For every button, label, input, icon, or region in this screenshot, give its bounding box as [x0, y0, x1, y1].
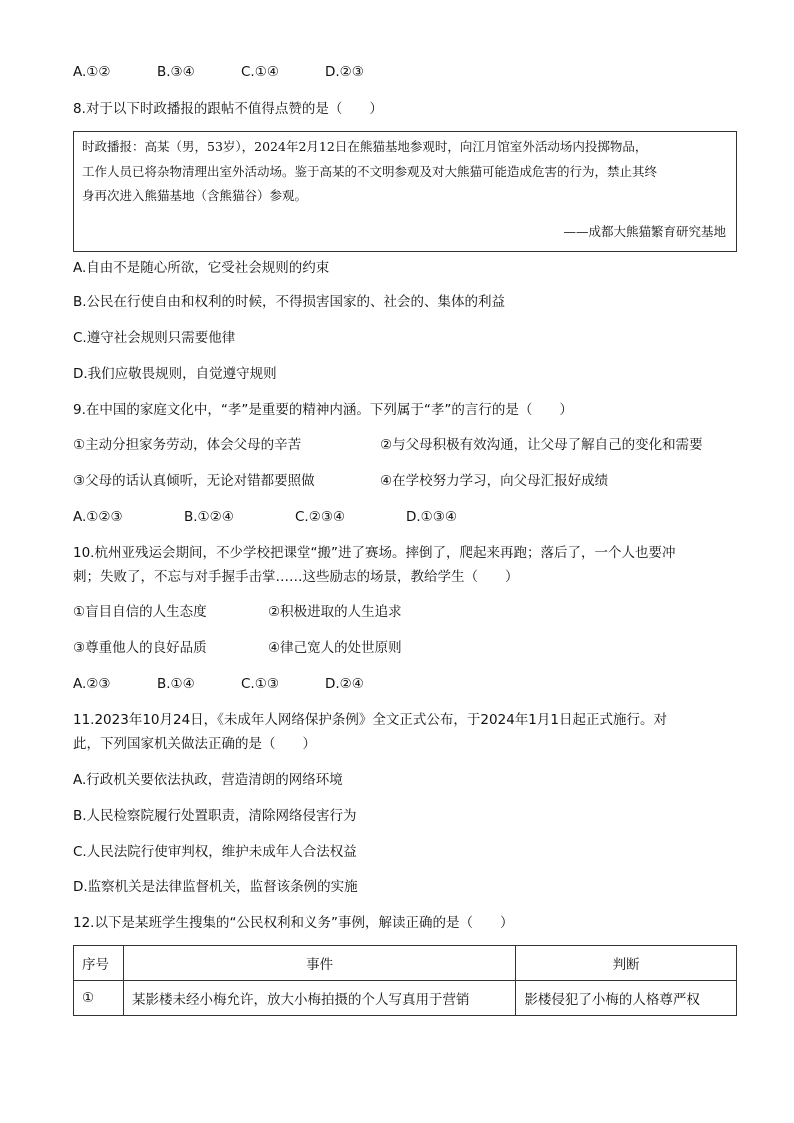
q12-stem: 12.以下是某班学生搜集的“公民权利和义务”事例，解读正确的是（ ）	[73, 915, 514, 931]
q8-news-box	[73, 131, 737, 252]
q7-option-c: C.①④	[241, 64, 279, 80]
q11-option-d: D.监察机关是法律监督机关，监督该条例的实施	[73, 879, 358, 895]
q9-options	[73, 507, 457, 527]
q8-news-line-2: 工作人员已将杂物清理出室外活动场。鉴于高某的不文明参观及对大熊猫可能造成危害的行为，禁止其终	[82, 164, 658, 179]
q9-item-4: ④在学校努力学习，向父母汇报好成绩	[380, 473, 609, 489]
q10-option-d: D.②④	[325, 676, 364, 692]
q9-stem: 9.在中国的家庭文化中，“孝”是重要的精神内涵。下列属于“孝”的言行的是（ ）	[73, 402, 573, 418]
table-row	[74, 981, 737, 1016]
q9-option-b: B.①②④	[184, 509, 234, 525]
q12-header-event: 事件	[123, 946, 515, 981]
q10-option-b: B.①④	[157, 676, 195, 692]
q8-option-d: D.我们应敬畏规则，自觉遵守规则	[73, 366, 277, 382]
q9-option-c: C.②③④	[295, 509, 346, 525]
q12-table	[73, 945, 737, 1016]
q12-row1-event: 某影楼未经小梅允许，放大小梅拍摄的个人写真用于营销	[123, 981, 515, 1016]
q7-option-a: A.①②	[73, 64, 111, 80]
q8-news-line-3: 身再次进入熊猫基地（含熊猫谷）参观。	[82, 188, 308, 203]
q12-row1-judgment: 影楼侵犯了小梅的人格尊严权	[516, 981, 737, 1016]
q10-item-2: ②积极进取的人生追求	[268, 604, 402, 620]
q12-header-index: 序号	[74, 946, 124, 981]
q10-stem-line-1: 10.杭州亚残运会期间，不少学校把课堂“搬”进了赛场。摔倒了，爬起来再跑；落后了，一个人也要冲	[73, 545, 676, 561]
q8-stem: 8.对于以下时政播报的跟帖不值得点赞的是（ ）	[73, 101, 383, 117]
q10-stem-line-2: 刺；失败了，不忘与对手握手击掌……这些励志的场景，教给学生（ ）	[73, 569, 519, 585]
q12-row1-index: ①	[74, 981, 124, 1016]
q10-option-a: A.②③	[73, 676, 111, 692]
q11-option-c: C.人民法院行使审判权，维护未成年人合法权益	[73, 844, 357, 860]
q10-item-1: ①盲目自信的人生态度	[73, 604, 207, 620]
q11-stem-line-2: 此，下列国家机关做法正确的是（ ）	[73, 736, 316, 752]
q8-option-b: B.公民在行使自由和权利的时候，不得损害国家的、社会的、集体的利益	[73, 294, 506, 310]
q7-option-d: D.②③	[325, 64, 364, 80]
q10-item-4: ④律己宽人的处世原则	[268, 640, 402, 656]
q8-option-c: C.遵守社会规则只需要他律	[73, 330, 236, 346]
q8-option-a: A.自由不是随心所欲，它受社会规则的约束	[73, 260, 330, 276]
q12-header-judgment: 判断	[516, 946, 737, 981]
q10-option-c: C.①③	[241, 676, 279, 692]
q9-item-3: ③父母的话认真倾听，无论对错都要照做	[73, 473, 315, 489]
q10-item-3: ③尊重他人的良好品质	[73, 640, 207, 656]
q7-option-b: B.③④	[157, 64, 195, 80]
q12-table-header-row	[74, 946, 737, 981]
q11-stem-line-1: 11.2023年10月24日，《未成年人网络保护条例》全文正式公布，于2024年1月1日起正式施行。对	[73, 712, 667, 728]
q8-news-line-1: 时政播报：高某（男，53岁），2024年2月12日在熊猫基地参观时，向江月馆室外活动场内投掷物品，	[82, 139, 648, 154]
q9-option-d: D.①③④	[406, 509, 457, 525]
q8-news-source: ——成都大熊猫繁育研究基地	[563, 224, 726, 239]
q11-option-b: B.人民检察院履行处置职责，清除网络侵害行为	[73, 808, 357, 824]
q9-option-a: A.①②③	[73, 509, 123, 525]
q7-options	[73, 62, 364, 82]
q10-options	[73, 674, 364, 694]
q9-item-2: ②与父母积极有效沟通，让父母了解自己的变化和需要	[380, 437, 703, 453]
q9-item-1: ①主动分担家务劳动，体会父母的辛苦	[73, 437, 302, 453]
q11-option-a: A.行政机关要依法执政，营造清朗的网络环境	[73, 772, 343, 788]
